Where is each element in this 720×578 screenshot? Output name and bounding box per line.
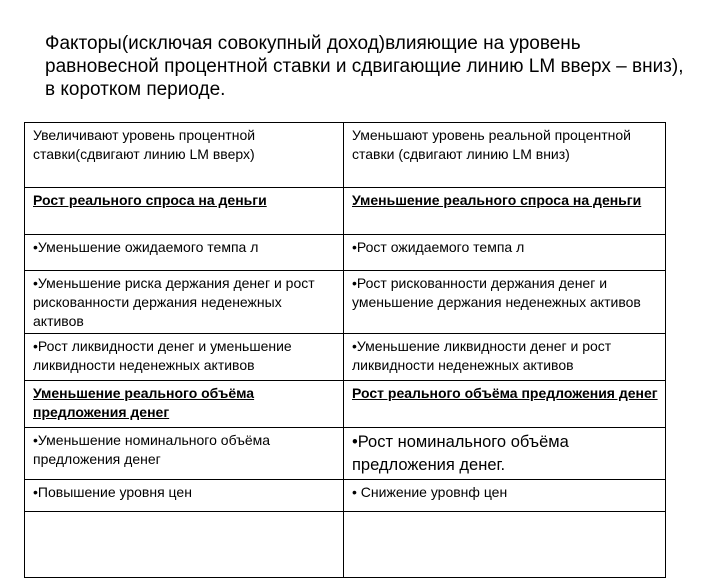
table-cell: •Уменьшение риска держания денег и рост рискованности держания неденежных активов — [25, 271, 344, 334]
table-cell: •Уменьшение ликвидности денег и рост ликвидности неденежных активов — [344, 334, 666, 381]
table-header-row — [25, 123, 666, 188]
table-cell-empty — [344, 512, 666, 578]
table-cell-empty — [25, 512, 344, 578]
table-row — [25, 381, 666, 428]
table-row — [25, 334, 666, 381]
header-cell-decrease: Уменьшают уровень реальной процентной ставки (сдвигают линию LM вниз) — [344, 123, 666, 188]
factors-table — [24, 122, 666, 578]
table-row — [25, 188, 666, 235]
table-cell: •Уменьшение ожидаемого темпа л — [25, 235, 344, 271]
table-row — [25, 480, 666, 512]
table-cell: •Повышение уровня цен — [25, 480, 344, 512]
section-heading-cell: Уменьшение реального спроса на деньги — [344, 188, 666, 235]
section-heading-cell: Уменьшение реального объёма предложения денег — [25, 381, 344, 428]
table-row — [25, 235, 666, 271]
table-cell: • Снижение уровнф цен — [344, 480, 666, 512]
table-cell: •Рост номинального объёма предложения денег. — [344, 428, 666, 480]
table-cell: •Рост рискованности держания денег и уменьшение держания неденежных активов — [344, 271, 666, 334]
table-cell: •Рост ожидаемого темпа л — [344, 235, 666, 271]
section-heading-cell: Рост реального объёма предложения денег — [344, 381, 666, 428]
table-cell: •Рост ликвидности денег и уменьшение ликвидности неденежных активов — [25, 334, 344, 381]
table-row — [25, 428, 666, 480]
table-row — [25, 271, 666, 334]
table-row — [25, 512, 666, 578]
section-heading-cell: Рост реального спроса на деньги — [25, 188, 344, 235]
table-cell: •Уменьшение номинального объёма предложения денег — [25, 428, 344, 480]
page-title: Факторы(исключая совокупный доход)влияющие на уровень равновесной процентной ставки и сдвигающие линию LM вверх – вниз), в коротком периоде. — [45, 33, 684, 100]
header-cell-increase: Увеличивают уровень процентной ставки(сдвигают линию LM вверх) — [25, 123, 344, 188]
